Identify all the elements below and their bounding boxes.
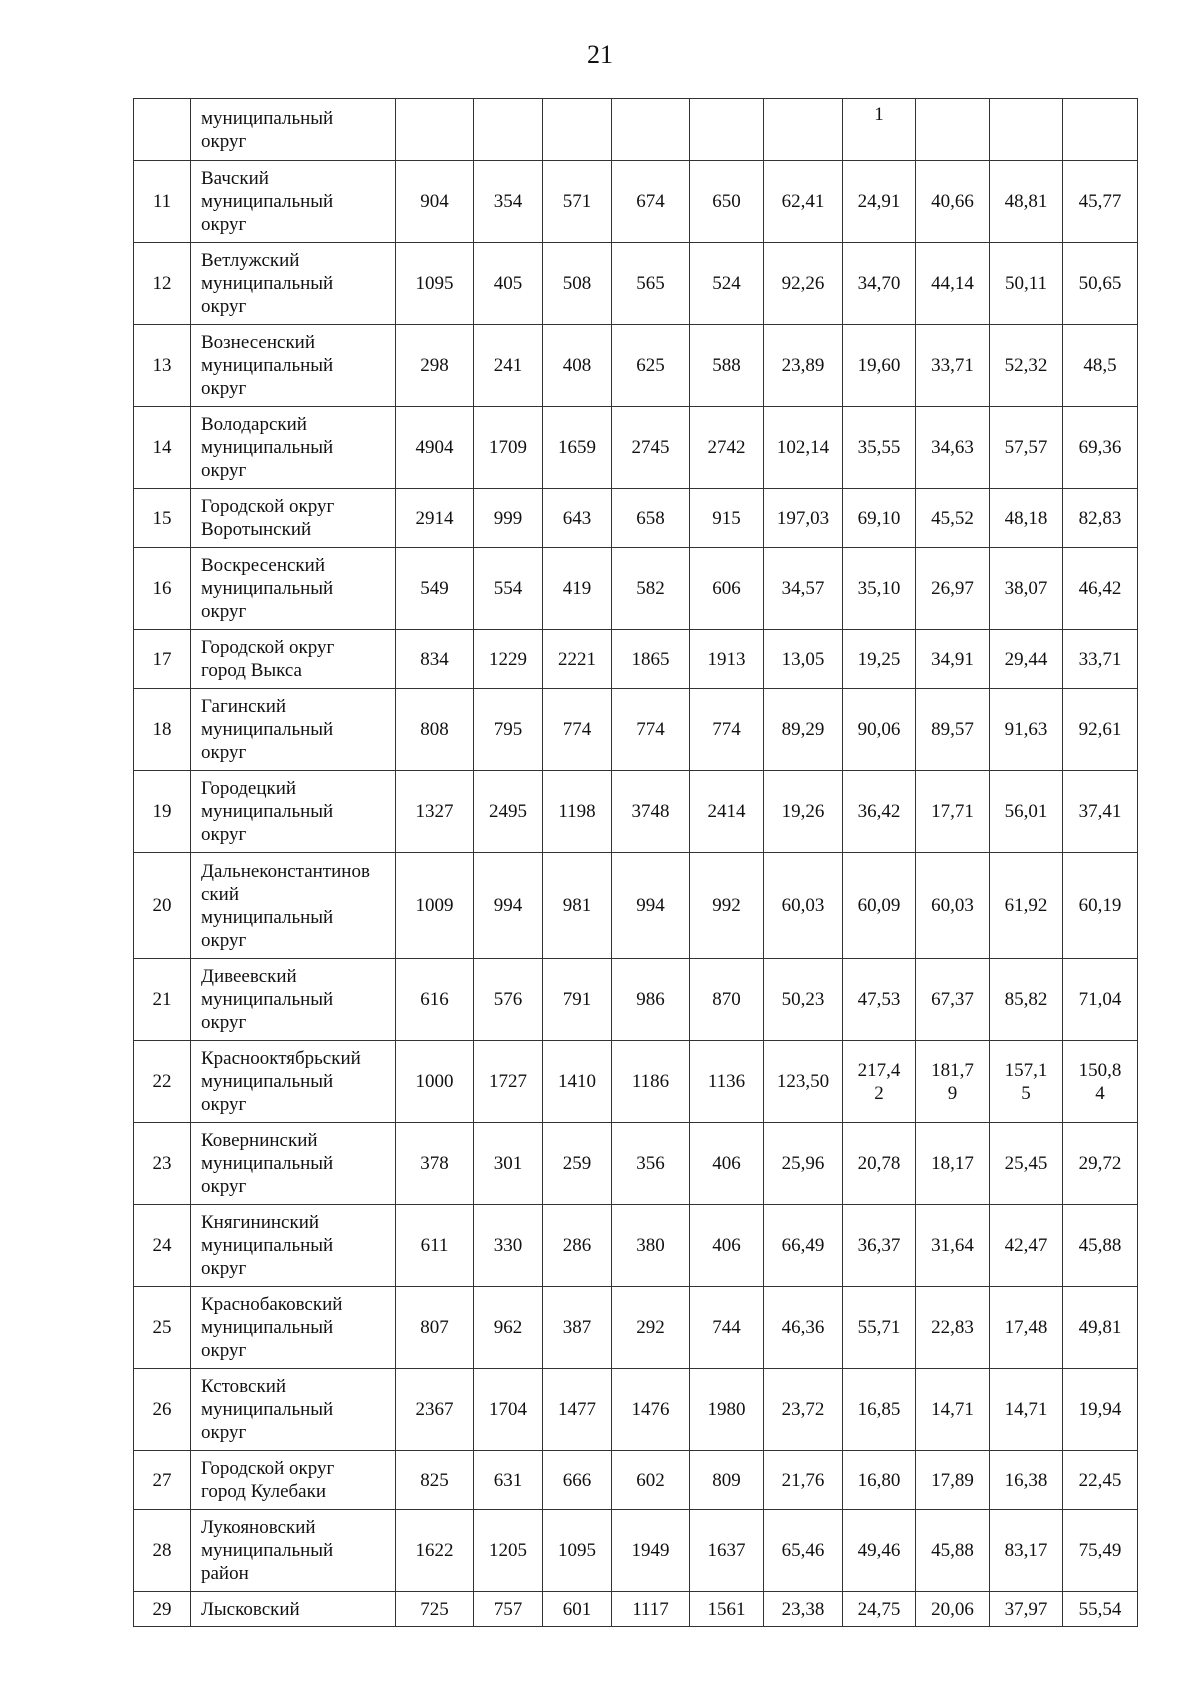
- value-cell: 1865: [612, 630, 690, 689]
- value-cell: 24,75: [843, 1592, 916, 1627]
- value-cell: 75,49: [1063, 1510, 1138, 1592]
- value-cell: 23,89: [764, 325, 843, 407]
- row-number-cell: 28: [134, 1510, 191, 1592]
- district-name-cell: Вознесенский муниципальный округ: [191, 325, 396, 407]
- value-cell: 1009: [396, 853, 474, 959]
- value-cell: 19,25: [843, 630, 916, 689]
- value-cell: 406: [690, 1205, 764, 1287]
- table-row: [134, 325, 1138, 407]
- value-cell: 50,11: [990, 243, 1063, 325]
- value-cell: 419: [543, 548, 612, 630]
- value-cell: 91,63: [990, 689, 1063, 771]
- value-cell: 992: [690, 853, 764, 959]
- value-cell: 3748: [612, 771, 690, 853]
- value-cell: 20,06: [916, 1592, 990, 1627]
- value-cell: 674: [612, 161, 690, 243]
- value-cell: 14,71: [990, 1369, 1063, 1451]
- row-number-cell: 21: [134, 959, 191, 1041]
- value-cell: 31,64: [916, 1205, 990, 1287]
- district-name-cell: Воскресенский муниципальный округ: [191, 548, 396, 630]
- value-cell: 549: [396, 548, 474, 630]
- value-cell: 999: [474, 489, 543, 548]
- value-cell: 554: [474, 548, 543, 630]
- value-cell: 582: [612, 548, 690, 630]
- value-cell: 52,32: [990, 325, 1063, 407]
- value-cell: 241: [474, 325, 543, 407]
- value-cell: 1186: [612, 1041, 690, 1123]
- value-cell: 1229: [474, 630, 543, 689]
- value-cell: 23,38: [764, 1592, 843, 1627]
- value-cell: 13,05: [764, 630, 843, 689]
- value-cell: 986: [612, 959, 690, 1041]
- value-cell: 1205: [474, 1510, 543, 1592]
- table-row: [134, 1369, 1138, 1451]
- value-cell: 49,81: [1063, 1287, 1138, 1369]
- value-cell: 60,03: [916, 853, 990, 959]
- row-number-cell: 17: [134, 630, 191, 689]
- table-row: [134, 243, 1138, 325]
- value-cell: 60,19: [1063, 853, 1138, 959]
- row-number-cell: 19: [134, 771, 191, 853]
- value-cell: 1980: [690, 1369, 764, 1451]
- value-cell: 1913: [690, 630, 764, 689]
- value-cell: 62,41: [764, 161, 843, 243]
- table-row: [134, 1451, 1138, 1510]
- district-name-cell: Дивеевский муниципальный округ: [191, 959, 396, 1041]
- value-cell: 45,52: [916, 489, 990, 548]
- value-cell: 1117: [612, 1592, 690, 1627]
- value-cell: 725: [396, 1592, 474, 1627]
- value-cell: 45,88: [916, 1510, 990, 1592]
- row-number-cell: 11: [134, 161, 191, 243]
- district-name-cell: Гагинский муниципальный округ: [191, 689, 396, 771]
- table-row: [134, 771, 1138, 853]
- value-cell: 71,04: [1063, 959, 1138, 1041]
- value-cell: 1561: [690, 1592, 764, 1627]
- value-cell: 19,26: [764, 771, 843, 853]
- value-cell: [916, 99, 990, 161]
- value-cell: 643: [543, 489, 612, 548]
- value-cell: 92,26: [764, 243, 843, 325]
- value-cell: 2914: [396, 489, 474, 548]
- value-cell: 259: [543, 1123, 612, 1205]
- value-cell: 1477: [543, 1369, 612, 1451]
- value-cell: 904: [396, 161, 474, 243]
- value-cell: 25,45: [990, 1123, 1063, 1205]
- table-row: [134, 548, 1138, 630]
- value-cell: 197,03: [764, 489, 843, 548]
- value-cell: [690, 99, 764, 161]
- value-cell: 330: [474, 1205, 543, 1287]
- value-cell: 791: [543, 959, 612, 1041]
- value-cell: 37,97: [990, 1592, 1063, 1627]
- value-cell: 1727: [474, 1041, 543, 1123]
- value-cell: 1410: [543, 1041, 612, 1123]
- district-name-cell: Лукояновский муниципальный район: [191, 1510, 396, 1592]
- value-cell: 55,71: [843, 1287, 916, 1369]
- district-name-cell: Городской округ город Выкса: [191, 630, 396, 689]
- value-cell: 48,5: [1063, 325, 1138, 407]
- value-cell: 616: [396, 959, 474, 1041]
- district-name-cell: Краснобаковский муниципальный округ: [191, 1287, 396, 1369]
- value-cell: 33,71: [916, 325, 990, 407]
- value-cell: 29,72: [1063, 1123, 1138, 1205]
- row-number-cell: 12: [134, 243, 191, 325]
- row-number-cell: 29: [134, 1592, 191, 1627]
- value-cell: 4904: [396, 407, 474, 489]
- value-cell: 524: [690, 243, 764, 325]
- value-cell: 34,57: [764, 548, 843, 630]
- value-cell: 809: [690, 1451, 764, 1510]
- value-cell: 611: [396, 1205, 474, 1287]
- value-cell: 46,36: [764, 1287, 843, 1369]
- value-cell: 378: [396, 1123, 474, 1205]
- value-cell: 22,83: [916, 1287, 990, 1369]
- table-row: [134, 1510, 1138, 1592]
- page-number: 21: [587, 40, 613, 69]
- value-cell: 16,38: [990, 1451, 1063, 1510]
- value-cell: 356: [612, 1123, 690, 1205]
- value-cell: 45,88: [1063, 1205, 1138, 1287]
- district-name-cell: Дальнеконстантинов ский муниципальный округ: [191, 853, 396, 959]
- value-cell: 1095: [396, 243, 474, 325]
- value-cell: 16,85: [843, 1369, 916, 1451]
- value-cell: 26,97: [916, 548, 990, 630]
- value-cell: 962: [474, 1287, 543, 1369]
- value-cell: 406: [690, 1123, 764, 1205]
- value-cell: 658: [612, 489, 690, 548]
- table-row: [134, 407, 1138, 489]
- table-row: [134, 1123, 1138, 1205]
- value-cell: 774: [543, 689, 612, 771]
- value-cell: 92,61: [1063, 689, 1138, 771]
- value-cell: 1327: [396, 771, 474, 853]
- value-cell: 354: [474, 161, 543, 243]
- value-cell: 35,10: [843, 548, 916, 630]
- row-number-cell: 13: [134, 325, 191, 407]
- value-cell: 14,71: [916, 1369, 990, 1451]
- row-number-cell: 18: [134, 689, 191, 771]
- value-cell: 405: [474, 243, 543, 325]
- row-number-cell: 23: [134, 1123, 191, 1205]
- value-cell: 380: [612, 1205, 690, 1287]
- value-cell: 606: [690, 548, 764, 630]
- value-cell: 19,94: [1063, 1369, 1138, 1451]
- value-cell: [543, 99, 612, 161]
- value-cell: 994: [474, 853, 543, 959]
- value-cell: 35,55: [843, 407, 916, 489]
- district-name-cell: Городской округ Воротынский: [191, 489, 396, 548]
- value-cell: 61,92: [990, 853, 1063, 959]
- value-cell: 301: [474, 1123, 543, 1205]
- value-cell: 157,1 5: [990, 1041, 1063, 1123]
- value-cell: [1063, 99, 1138, 161]
- value-cell: 1198: [543, 771, 612, 853]
- value-cell: 1622: [396, 1510, 474, 1592]
- value-cell: 34,91: [916, 630, 990, 689]
- value-cell: 650: [690, 161, 764, 243]
- row-number-cell: 25: [134, 1287, 191, 1369]
- value-cell: 602: [612, 1451, 690, 1510]
- table-row: [134, 1041, 1138, 1123]
- row-number-cell: 27: [134, 1451, 191, 1510]
- value-cell: 56,01: [990, 771, 1063, 853]
- value-cell: 42,47: [990, 1205, 1063, 1287]
- value-cell: 625: [612, 325, 690, 407]
- value-cell: 47,53: [843, 959, 916, 1041]
- value-cell: 89,57: [916, 689, 990, 771]
- district-name-cell: Княгининский муниципальный округ: [191, 1205, 396, 1287]
- value-cell: 36,42: [843, 771, 916, 853]
- value-cell: 67,37: [916, 959, 990, 1041]
- row-number-cell: 20: [134, 853, 191, 959]
- value-cell: 1709: [474, 407, 543, 489]
- value-cell: 1659: [543, 407, 612, 489]
- value-cell: 48,18: [990, 489, 1063, 548]
- value-cell: [764, 99, 843, 161]
- value-cell: 23,72: [764, 1369, 843, 1451]
- value-cell: 994: [612, 853, 690, 959]
- value-cell: 16,80: [843, 1451, 916, 1510]
- value-cell: 2367: [396, 1369, 474, 1451]
- value-cell: 44,14: [916, 243, 990, 325]
- value-cell: 181,7 9: [916, 1041, 990, 1123]
- value-cell: 1: [843, 99, 916, 161]
- value-cell: 915: [690, 489, 764, 548]
- value-cell: 387: [543, 1287, 612, 1369]
- value-cell: 1949: [612, 1510, 690, 1592]
- value-cell: 57,57: [990, 407, 1063, 489]
- value-cell: 588: [690, 325, 764, 407]
- value-cell: 89,29: [764, 689, 843, 771]
- value-cell: 25,96: [764, 1123, 843, 1205]
- value-cell: 45,77: [1063, 161, 1138, 243]
- value-cell: [612, 99, 690, 161]
- value-cell: 69,36: [1063, 407, 1138, 489]
- district-name-cell: муниципальный округ: [191, 99, 396, 161]
- district-name-cell: Городской округ город Кулебаки: [191, 1451, 396, 1510]
- value-cell: 576: [474, 959, 543, 1041]
- table-row: [134, 1287, 1138, 1369]
- value-cell: 29,44: [990, 630, 1063, 689]
- district-name-cell: Краснооктябрьский муниципальный округ: [191, 1041, 396, 1123]
- district-name-cell: Ветлужский муниципальный округ: [191, 243, 396, 325]
- value-cell: 2414: [690, 771, 764, 853]
- value-cell: 34,70: [843, 243, 916, 325]
- district-name-cell: Ковернинский муниципальный округ: [191, 1123, 396, 1205]
- value-cell: 601: [543, 1592, 612, 1627]
- table-row: [134, 1205, 1138, 1287]
- table-row: [134, 689, 1138, 771]
- row-number-cell: 15: [134, 489, 191, 548]
- data-table: [133, 98, 1138, 1627]
- value-cell: 298: [396, 325, 474, 407]
- row-number-cell: 22: [134, 1041, 191, 1123]
- value-cell: 21,76: [764, 1451, 843, 1510]
- table-row: [134, 1592, 1138, 1627]
- value-cell: 37,41: [1063, 771, 1138, 853]
- value-cell: 85,82: [990, 959, 1063, 1041]
- value-cell: 34,63: [916, 407, 990, 489]
- value-cell: 50,65: [1063, 243, 1138, 325]
- value-cell: [990, 99, 1063, 161]
- row-number-cell: [134, 99, 191, 161]
- row-number-cell: 24: [134, 1205, 191, 1287]
- value-cell: 666: [543, 1451, 612, 1510]
- value-cell: 1000: [396, 1041, 474, 1123]
- district-name-cell: Володарский муниципальный округ: [191, 407, 396, 489]
- value-cell: 83,17: [990, 1510, 1063, 1592]
- table-row: [134, 161, 1138, 243]
- value-cell: 1704: [474, 1369, 543, 1451]
- row-number-cell: 14: [134, 407, 191, 489]
- value-cell: 807: [396, 1287, 474, 1369]
- value-cell: 744: [690, 1287, 764, 1369]
- value-cell: 49,46: [843, 1510, 916, 1592]
- value-cell: 33,71: [1063, 630, 1138, 689]
- table-row: [134, 853, 1138, 959]
- value-cell: 60,09: [843, 853, 916, 959]
- value-cell: 2221: [543, 630, 612, 689]
- value-cell: 286: [543, 1205, 612, 1287]
- value-cell: 55,54: [1063, 1592, 1138, 1627]
- value-cell: 46,42: [1063, 548, 1138, 630]
- value-cell: 2742: [690, 407, 764, 489]
- value-cell: 825: [396, 1451, 474, 1510]
- value-cell: [396, 99, 474, 161]
- value-cell: 2745: [612, 407, 690, 489]
- district-name-cell: Городецкий муниципальный округ: [191, 771, 396, 853]
- table-row: [134, 99, 1138, 161]
- value-cell: 17,48: [990, 1287, 1063, 1369]
- district-name-cell: Вачский муниципальный округ: [191, 161, 396, 243]
- value-cell: 834: [396, 630, 474, 689]
- value-cell: 50,23: [764, 959, 843, 1041]
- row-number-cell: 26: [134, 1369, 191, 1451]
- value-cell: 123,50: [764, 1041, 843, 1123]
- value-cell: 82,83: [1063, 489, 1138, 548]
- value-cell: 981: [543, 853, 612, 959]
- value-cell: 60,03: [764, 853, 843, 959]
- value-cell: 565: [612, 243, 690, 325]
- value-cell: 631: [474, 1451, 543, 1510]
- value-cell: 19,60: [843, 325, 916, 407]
- row-number-cell: 16: [134, 548, 191, 630]
- value-cell: 48,81: [990, 161, 1063, 243]
- value-cell: 774: [690, 689, 764, 771]
- value-cell: 69,10: [843, 489, 916, 548]
- value-cell: 65,46: [764, 1510, 843, 1592]
- value-cell: 2495: [474, 771, 543, 853]
- value-cell: 1637: [690, 1510, 764, 1592]
- value-cell: 17,89: [916, 1451, 990, 1510]
- table-row: [134, 630, 1138, 689]
- value-cell: 774: [612, 689, 690, 771]
- value-cell: [474, 99, 543, 161]
- value-cell: 24,91: [843, 161, 916, 243]
- value-cell: 408: [543, 325, 612, 407]
- value-cell: 36,37: [843, 1205, 916, 1287]
- district-name-cell: Кстовский муниципальный округ: [191, 1369, 396, 1451]
- value-cell: 870: [690, 959, 764, 1041]
- table-row: [134, 959, 1138, 1041]
- value-cell: 757: [474, 1592, 543, 1627]
- value-cell: 66,49: [764, 1205, 843, 1287]
- value-cell: 38,07: [990, 548, 1063, 630]
- value-cell: 1136: [690, 1041, 764, 1123]
- value-cell: 508: [543, 243, 612, 325]
- value-cell: 808: [396, 689, 474, 771]
- value-cell: 1476: [612, 1369, 690, 1451]
- value-cell: 217,4 2: [843, 1041, 916, 1123]
- value-cell: 17,71: [916, 771, 990, 853]
- value-cell: 292: [612, 1287, 690, 1369]
- value-cell: 90,06: [843, 689, 916, 771]
- table-row: [134, 489, 1138, 548]
- value-cell: 20,78: [843, 1123, 916, 1205]
- value-cell: 18,17: [916, 1123, 990, 1205]
- value-cell: 40,66: [916, 161, 990, 243]
- value-cell: 102,14: [764, 407, 843, 489]
- district-name-cell: Лысковский: [191, 1592, 396, 1627]
- value-cell: 22,45: [1063, 1451, 1138, 1510]
- value-cell: 1095: [543, 1510, 612, 1592]
- value-cell: 571: [543, 161, 612, 243]
- value-cell: 795: [474, 689, 543, 771]
- value-cell: 150,8 4: [1063, 1041, 1138, 1123]
